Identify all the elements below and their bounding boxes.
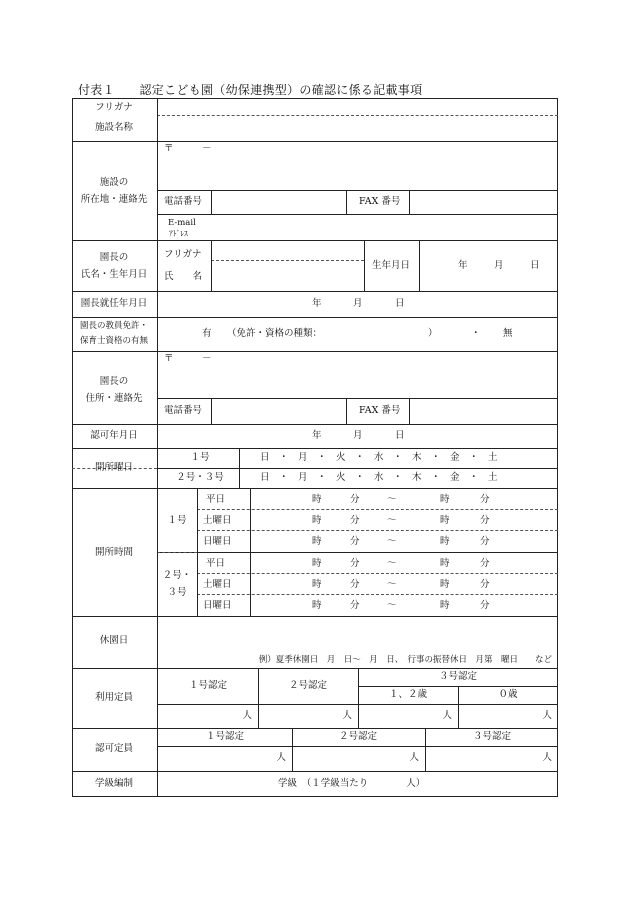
approval-label: 認可年月日 (90, 430, 138, 441)
col-line (409, 398, 410, 424)
email-label-line1: E-mail (168, 218, 196, 228)
capacity-n1-label: １号認定 (188, 680, 228, 691)
minute-unit: 分 (350, 515, 360, 526)
range-tilde: ～ (387, 558, 397, 569)
permit-label: 認可定員 (94, 743, 134, 754)
row-line (157, 746, 558, 747)
col-line (358, 668, 359, 728)
facility-name-label: 施設名称 (94, 122, 134, 133)
dashed-line (197, 594, 558, 595)
hours-group2 (163, 567, 192, 601)
row-line (157, 190, 558, 191)
approval-day: 日 (395, 430, 405, 441)
capacity-n3-label: ３号認定 (438, 671, 478, 682)
row-line (72, 771, 558, 772)
col-line (258, 668, 259, 728)
hour-unit: 時 (440, 600, 450, 611)
holiday-example: 例）夏季休園日 月 日～ 月 日、 行事の振替休日 月第 曜日 など (258, 655, 552, 665)
license-label-line1: 園長の教員免許・ (79, 321, 149, 331)
fax-label: FAX 番号 (359, 196, 401, 207)
col-line (197, 488, 198, 616)
hour-unit: 時 (312, 600, 322, 611)
director-addr-label-line2: 住所・連絡先 (85, 393, 143, 404)
hour-unit: 時 (312, 515, 322, 526)
minute-unit: 分 (350, 600, 360, 611)
director-label (81, 249, 148, 283)
col-line (157, 98, 158, 796)
hour-unit: 時 (440, 536, 450, 547)
dashed-line (157, 115, 558, 116)
tel-label: 電話番号 (164, 196, 203, 207)
birth-day: 日 (530, 260, 540, 271)
day-type-label: 土曜日 (203, 515, 232, 526)
capacity-age0-label: ０歳 (498, 689, 518, 700)
row-line (72, 351, 558, 352)
range-tilde: ～ (387, 579, 397, 590)
capacity-age12-label: １、２歳 (388, 689, 428, 700)
permit-n1-label: １号認定 (205, 731, 245, 742)
days-row2-list: 日 ・ 月 ・ 火 ・ 水 ・ 木 ・ 金 ・ 土 (260, 472, 498, 483)
hour-unit: 時 (312, 494, 322, 505)
location-label (81, 174, 148, 208)
row-line (157, 552, 558, 553)
classes-label: 学級編制 (94, 778, 134, 789)
license-no: 無 (503, 328, 513, 339)
permit-n2-unit: 人 (409, 752, 419, 763)
col-line (419, 240, 420, 291)
day-type-label: 日曜日 (203, 600, 232, 611)
birth-year: 年 (458, 260, 468, 271)
hour-unit: 時 (312, 536, 322, 547)
row-line (72, 488, 558, 489)
hours-group2-line2: ３号 (167, 587, 187, 598)
dashed-line (197, 530, 558, 531)
director-label-line1: 園長の (99, 252, 129, 263)
approval-year: 年 (312, 430, 322, 441)
capacity-age12-unit: 人 (442, 710, 452, 721)
director-tel-label: 電話番号 (164, 405, 203, 416)
col-line (364, 240, 365, 291)
hour-unit: 時 (312, 558, 322, 569)
row-line (72, 616, 558, 617)
director-addr-label (85, 373, 142, 407)
director-furigana-label: フリガナ (164, 249, 202, 260)
director-postal-mark: 〒 (164, 353, 174, 364)
col-line (211, 398, 212, 424)
license-label (80, 319, 148, 349)
minute-unit: 分 (480, 579, 490, 590)
hour-unit: 時 (440, 494, 450, 505)
appointment-day: 日 (395, 298, 405, 309)
minute-unit: 分 (350, 579, 360, 590)
minute-unit: 分 (480, 558, 490, 569)
minute-unit: 分 (480, 494, 490, 505)
hours-label: 開所時間 (94, 547, 134, 558)
appointment-month: 月 (353, 298, 363, 309)
dashed-line (211, 260, 364, 261)
col-line (239, 448, 240, 488)
facility-furigana-label: フリガナ (95, 102, 133, 113)
capacity-age0-unit: 人 (542, 710, 552, 721)
location-label-line1: 施設の (99, 177, 129, 188)
col-line (250, 488, 251, 616)
row-line (72, 291, 558, 292)
license-label-line2: 保育士資格の有無 (79, 336, 149, 346)
row-line (72, 424, 558, 425)
range-tilde: ～ (387, 600, 397, 611)
postal-dash: － (202, 143, 212, 154)
permit-n3-label: ３号認定 (472, 731, 512, 742)
row-line (157, 468, 558, 469)
form-table (72, 98, 558, 797)
day-type-label: 土曜日 (203, 579, 232, 590)
row-line (72, 240, 558, 241)
license-yes: 有 (202, 328, 212, 339)
capacity-n2-label: ２号認定 (288, 680, 328, 691)
row-line (72, 317, 558, 318)
row-line (72, 728, 558, 729)
hours-group2-line1: ２号・ (162, 570, 192, 581)
days-row1-label: １号 (190, 452, 210, 463)
permit-n2-label: ２号認定 (338, 731, 378, 742)
appointment-label: 園長就任年月日 (80, 298, 148, 309)
director-label-line2: 氏名・生年月日 (80, 269, 148, 280)
dashed-line (157, 552, 197, 553)
row-line (72, 141, 558, 142)
minute-unit: 分 (350, 536, 360, 547)
col-line (458, 686, 459, 728)
permit-n1-unit: 人 (276, 752, 286, 763)
days-row2-label: ２号・３号 (176, 472, 224, 483)
director-name-label: 氏 名 (164, 271, 203, 282)
day-type-label: 平日 (206, 558, 226, 569)
director-addr-label-line1: 園長の (99, 376, 129, 387)
capacity-n2-unit: 人 (342, 710, 352, 721)
day-type-label: 平日 (206, 494, 226, 505)
birth-date-label: 生年月日 (371, 260, 411, 271)
holiday-label: 休園日 (99, 635, 129, 646)
range-tilde: ～ (387, 494, 397, 505)
row-line (157, 398, 558, 399)
director-postal-dash: － (202, 353, 212, 364)
row-line (72, 448, 558, 449)
col-line (211, 240, 212, 291)
approval-month: 月 (353, 430, 363, 441)
dashed-line (197, 509, 558, 510)
col-line (409, 190, 410, 214)
days-label: 開所曜日 (94, 462, 134, 473)
appointment-year: 年 (312, 298, 322, 309)
row-line (72, 668, 558, 669)
hour-unit: 時 (440, 558, 450, 569)
col-line (292, 728, 293, 771)
birth-month: 月 (494, 260, 504, 271)
minute-unit: 分 (480, 536, 490, 547)
postal-mark: 〒 (164, 143, 174, 154)
col-line (346, 398, 347, 424)
director-fax-label: FAX 番号 (359, 405, 401, 416)
minute-unit: 分 (480, 600, 490, 611)
license-dot: ・ (471, 328, 481, 339)
page-title: 付表１ 認定こども園（幼保連携型）の確認に係る記載事項 (78, 83, 423, 97)
hour-unit: 時 (440, 579, 450, 590)
classes-text: 学級 （１学級当たり 人） (278, 778, 426, 789)
range-tilde: ～ (387, 515, 397, 526)
permit-n3-unit: 人 (542, 752, 552, 763)
license-kind-close: ） (428, 328, 438, 339)
hours-group1: １号 (167, 515, 187, 526)
row-line (157, 214, 558, 215)
range-tilde: ～ (387, 536, 397, 547)
days-row1-list: 日 ・ 月 ・ 火 ・ 水 ・ 木 ・ 金 ・ 土 (260, 452, 498, 463)
minute-unit: 分 (350, 558, 360, 569)
minute-unit: 分 (350, 494, 360, 505)
capacity-label: 利用定員 (94, 692, 134, 703)
email-label-line2: ｱﾄﾞﾚｽ (169, 229, 188, 238)
minute-unit: 分 (480, 515, 490, 526)
location-label-line2: 所在地・連絡先 (80, 194, 148, 205)
capacity-n1-unit: 人 (242, 710, 252, 721)
dashed-line (197, 573, 558, 574)
license-kind: （免許・資格の種類： (227, 328, 323, 339)
hour-unit: 時 (312, 579, 322, 590)
col-line (425, 728, 426, 771)
day-type-label: 日曜日 (203, 536, 232, 547)
hour-unit: 時 (440, 515, 450, 526)
col-line (346, 190, 347, 214)
col-line (211, 190, 212, 214)
